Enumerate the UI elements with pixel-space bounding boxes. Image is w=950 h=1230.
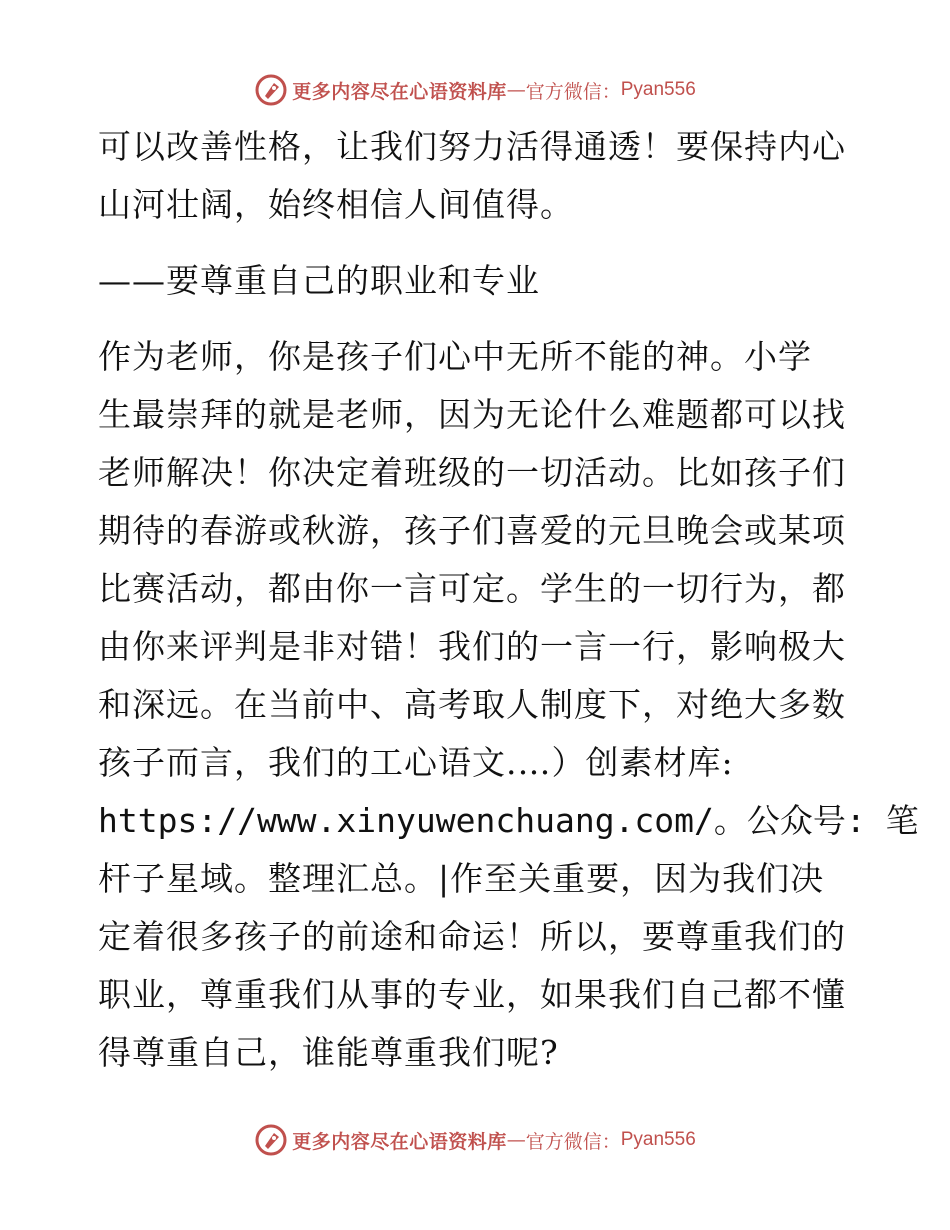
footer-banner	[0, 1120, 950, 1160]
header-banner	[0, 70, 950, 110]
section-heading: ——要尊重自己的职业和专业	[98, 261, 540, 300]
text-line: 由你来评判是非对错！我们的一言一行，影响极大	[98, 627, 846, 666]
pen-nib-circle-logo-icon	[254, 1123, 288, 1157]
text-line: 作为老师，你是孩子们心中无所不能的神。小学	[98, 337, 812, 376]
text-line: 杆子星域。整理汇总。|作至关重要，因为我们决	[98, 859, 825, 898]
pen-nib-circle-logo-icon	[254, 73, 288, 107]
footer-brand: 更多内容尽在心语资料库	[292, 1130, 507, 1153]
text-line: 得尊重自己，谁能尊重我们呢?	[98, 1033, 559, 1072]
header-official-label: 官方微信：	[525, 80, 621, 103]
text-line: 和深远。在当前中、高考取人制度下，对绝大多数	[98, 685, 846, 724]
paragraph-1	[98, 118, 853, 234]
header-dash: —	[506, 79, 526, 101]
document-body	[98, 118, 919, 1082]
paragraph-2	[98, 328, 919, 1082]
text-line: 期待的春游或秋游，孩子们喜爱的元旦晚会或某项	[98, 511, 846, 550]
header-wechat-id: Pyan556	[620, 79, 696, 100]
text-line: 比赛活动，都由你一言可定。学生的一切行为，都	[98, 569, 846, 608]
url-text-line: https://www.xinyuwenchuang.com/。公众号: 笔	[98, 801, 919, 840]
text-line: 老师解决！你决定着班级的一切活动。比如孩子们	[98, 453, 846, 492]
text-line: 山河壮阔，始终相信人间值得。	[98, 185, 574, 224]
text-line: 孩子而言，我们的工心语文.…）创素材库:	[98, 743, 734, 782]
text-line: 定着很多孩子的前途和命运！所以，要尊重我们的	[98, 917, 846, 956]
text-line: 可以改善性格，让我们努力活得通透！要保持内心	[98, 127, 846, 166]
footer-official-label: 官方微信：	[525, 1130, 621, 1153]
text-line: 生最崇拜的就是老师，因为无论什么难题都可以找	[98, 395, 846, 434]
footer-wechat-id: Pyan556	[620, 1129, 696, 1150]
header-brand: 更多内容尽在心语资料库	[292, 80, 507, 103]
footer-dash: —	[506, 1129, 526, 1151]
text-line: 职业，尊重我们从事的专业，如果我们自己都不懂	[98, 975, 846, 1014]
